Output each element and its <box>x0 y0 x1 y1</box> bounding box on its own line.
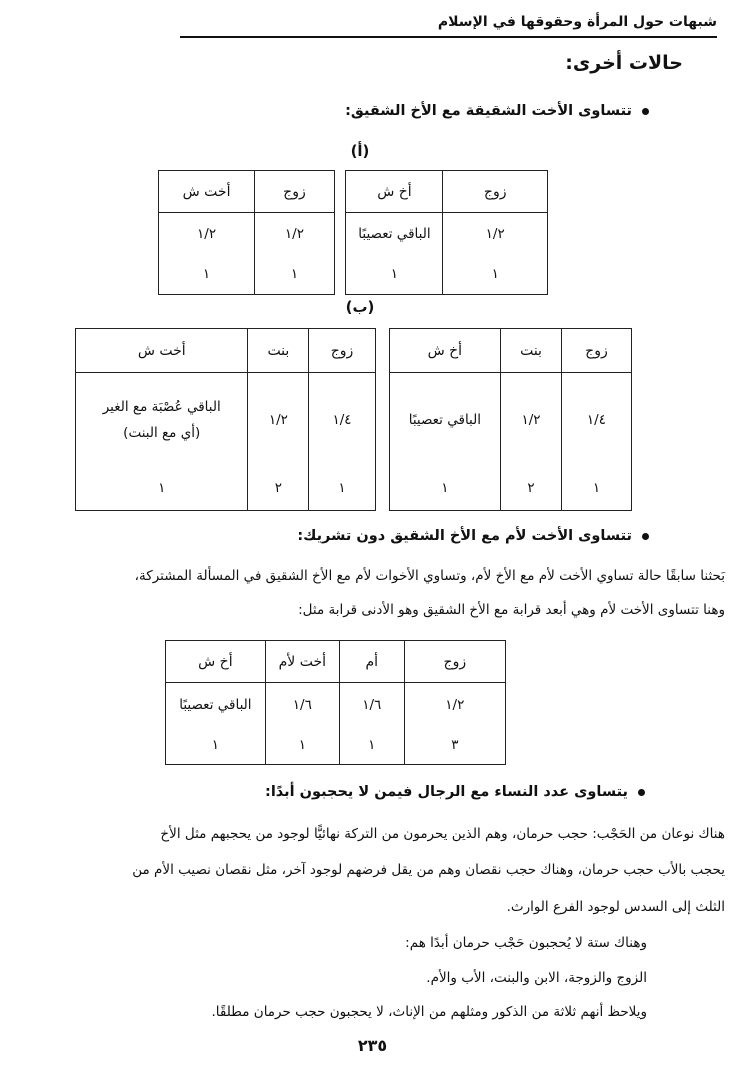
table-a-header: أخت ش <box>159 171 255 213</box>
paragraph-line: وهنا تتساوى الأخت لأم وهي أبعد قرابة مع الأخ الشقيق وهو الأدنى قرابة مثل: <box>298 602 725 618</box>
table-a-header: زوج <box>255 171 335 213</box>
table-gap <box>375 373 389 467</box>
table-b-cell: ١/٤ <box>561 373 631 467</box>
table-c-cell: ١ <box>265 727 339 765</box>
paragraph-line: الثلث إلى السدس لوجود الفرع الوارث. <box>506 899 725 915</box>
table-a-cell: ١ <box>159 255 255 295</box>
table-b-cell: ٢ <box>248 467 309 511</box>
table-a-header: أخ ش <box>346 171 443 213</box>
table-c-header: أخ ش <box>166 641 266 683</box>
bullet-text: تتساوى الأخت لأم مع الأخ الشقيق دون تشريك: <box>297 528 632 544</box>
table-c-cell: ١/٦ <box>339 683 404 727</box>
table-b-cell: ١/٤ <box>309 373 375 467</box>
table-b-header: زوج <box>309 329 375 373</box>
table-b-cell: ١ <box>309 467 375 511</box>
table-gap <box>375 467 389 511</box>
bullet-dot-icon <box>642 108 649 115</box>
table-b-cell: ١/٢ <box>248 373 309 467</box>
table-c-cell: ١/٦ <box>265 683 339 727</box>
table-c-cell: ١ <box>339 727 404 765</box>
table-gap <box>334 213 346 255</box>
table-b-cell: ١ <box>389 467 501 511</box>
section-title: حالات أخرى: <box>565 52 683 74</box>
table-a-header: زوج <box>443 171 548 213</box>
header-rule <box>180 36 717 38</box>
table-c-cell: ١ <box>166 727 266 765</box>
table-c-cell: الباقي تعصيبًا <box>166 683 266 727</box>
paragraph-line: وهناك ستة لا يُحجبون حَجْب حرمان أبدًا هم: <box>405 935 647 951</box>
bullet-text: يتساوى عدد النساء مع الرجال فيمن لا يحجبون أبدًا: <box>265 784 628 800</box>
table-a-label: (أ) <box>350 142 370 160</box>
table-a-cell: ١/٢ <box>255 213 335 255</box>
running-header: شبهات حول المرأة وحقوقها في الإسلام <box>437 14 717 30</box>
table-gap <box>334 255 346 295</box>
bullet-item-3 <box>265 784 645 800</box>
table-a-cell: ١ <box>255 255 335 295</box>
table-b-cell-multiline <box>76 373 248 467</box>
paragraph-line: بَحثنا سابقًا حالة تساوي الأخت لأم مع الأخ لأم، وتساوي الأخوات لأم مع الأخ الشقيق في المسألة المشتركة، <box>134 568 725 584</box>
table-b-cell: ٢ <box>501 467 562 511</box>
table-b-cell: ١ <box>561 467 631 511</box>
table-b-cell: الباقي تعصيبًا <box>389 373 501 467</box>
bullet-text: تتساوى الأخت الشقيقة مع الأخ الشقيق: <box>345 103 632 119</box>
table-c <box>165 640 506 765</box>
table-a-cell: الباقي تعصيبًا <box>346 213 443 255</box>
table-b-header: زوج <box>561 329 631 373</box>
table-a-cell: ١ <box>346 255 443 295</box>
table-a-cell: ١ <box>443 255 548 295</box>
cell-line: الباقي عُصْبَة مع الغير <box>102 398 221 415</box>
table-b <box>75 328 632 511</box>
table-c-header: أم <box>339 641 404 683</box>
table-b-header: بنت <box>501 329 562 373</box>
table-gap <box>334 171 346 213</box>
bullet-item-1 <box>345 103 649 119</box>
table-b-header: بنت <box>248 329 309 373</box>
table-c-header: زوج <box>404 641 505 683</box>
paragraph-line: ويلاحظ أنهم ثلاثة من الذكور ومثلهم من الإناث، لا يحجبون حجب حرمان مطلقًا. <box>211 1004 647 1020</box>
table-a-cell: ١/٢ <box>159 213 255 255</box>
paragraph-line: الزوج والزوجة، الابن والبنت، الأب والأم. <box>426 970 647 986</box>
paragraph-line: هناك نوعان من الحَجْب: حجب حرمان، وهم الذين يحرمون من التركة نهائيًّا لوجود من يحجبهم مثل الأخ <box>160 826 725 842</box>
bullet-dot-icon <box>642 533 649 540</box>
table-b-label: (ب) <box>345 298 375 316</box>
table-b-cell: ١/٢ <box>501 373 562 467</box>
table-b-header: أخ ش <box>389 329 501 373</box>
page-number: ٢٣٥ <box>357 1036 388 1055</box>
table-gap <box>375 329 389 373</box>
table-b-header: أخت ش <box>76 329 248 373</box>
table-a <box>158 170 548 295</box>
cell-note: (أي مع البنت) <box>123 424 201 441</box>
table-a-cell: ١/٢ <box>443 213 548 255</box>
table-c-header: أخت لأم <box>265 641 339 683</box>
table-c-cell: ١/٢ <box>404 683 505 727</box>
bullet-dot-icon <box>638 789 645 796</box>
paragraph-line: يحجب بالأب حجب حرمان، وهناك حجب نقصان وهم من يقل فرضهم لوجود آخر، مثل نقصان نصيب الأم من <box>132 862 725 878</box>
table-b-cell: ١ <box>76 467 248 511</box>
bullet-item-2 <box>297 528 649 544</box>
table-c-cell: ٣ <box>404 727 505 765</box>
